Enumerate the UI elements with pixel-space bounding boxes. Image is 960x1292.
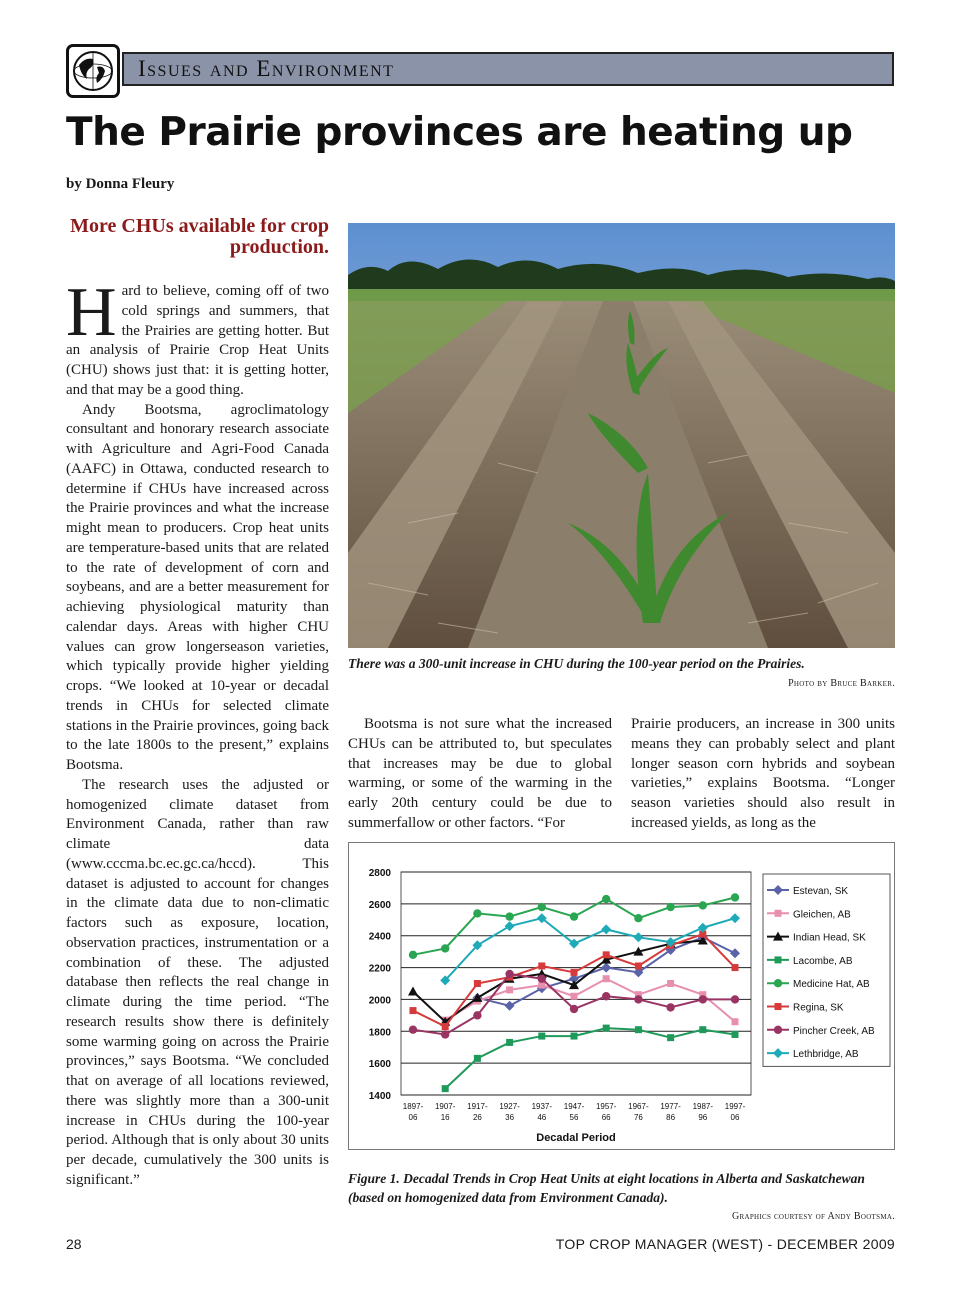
- x-tick-label: 1967-: [628, 1102, 649, 1111]
- data-point: [603, 951, 610, 958]
- headline: The Prairie provinces are heating up: [66, 110, 853, 155]
- figure-credit: Graphics courtesy of Andy Bootsma.: [731, 1211, 895, 1222]
- x-tick-label: 26: [472, 1113, 482, 1122]
- data-point: [603, 975, 610, 982]
- data-point: [602, 895, 610, 903]
- y-tick-label: 2000: [368, 995, 391, 1007]
- data-point: [667, 1034, 674, 1041]
- data-point: [441, 944, 449, 952]
- data-point: [635, 962, 642, 969]
- data-point: [603, 1025, 610, 1032]
- x-tick-label: 1897-: [402, 1102, 424, 1111]
- data-point: [634, 914, 642, 922]
- paragraph: Andy Bootsma, agroclimatology consultant and honorary research associate with Agriculture and Agri-Food Canada (AAFC) in Ottawa, conducted research to determine if CHUs have increased across the Prairie provinces and what the increase might mean to producers. Crop heat units are temperature-based units that are related to the rate of development of corn and soybeans, and are a better measurement for achieving physiological maturity than calendar days. Areas with higher CHU values can grow longerseason varieties, which typically provide higher yielding crops. “We looked at 10-year or decadal trends in CHUs for selected climate stations in the Prairie provinces, going back to the late 1800s to the present,” explains Bootsma.: [66, 401, 329, 773]
- x-tick-label: 16: [440, 1113, 450, 1122]
- data-point: [775, 910, 782, 917]
- data-point: [571, 993, 578, 1000]
- data-point: [538, 1033, 545, 1040]
- data-point: [699, 995, 707, 1003]
- paragraph: Bootsma is not sure what the increased CHUs can be attributed to, but speculates that increases may be due to global warming, or some of the warming in the early 20th century could be due to summerfallow or other factors. “For: [348, 716, 612, 831]
- paragraph-text: ard to believe, coming off of two cold springs and summers, that the Prairies are getting hotter. But an analysis of Prairie Crop Heat Units (CHU) shows just that: it is getting hotter, and that may be a good thing.: [66, 283, 329, 398]
- data-point: [473, 1011, 481, 1019]
- photo-credit: Photo by Bruce Barker.: [788, 678, 895, 689]
- article-column-2: [348, 715, 612, 834]
- data-point: [731, 995, 739, 1003]
- data-point: [731, 893, 739, 901]
- byline: by Donna Fleury: [66, 176, 175, 192]
- section-title: Issues and Environment: [138, 56, 395, 81]
- photo-caption: There was a 300-unit increase in CHU during the 100-year period on the Prairies.: [348, 656, 805, 671]
- x-tick-label: 1937-: [531, 1102, 553, 1111]
- data-point: [732, 1018, 739, 1025]
- legend-entry: Pincher Creek, AB: [793, 1025, 875, 1037]
- x-tick-label: 1917-: [467, 1102, 488, 1111]
- drop-cap: H: [66, 274, 117, 351]
- legend-entry: Lacombe, AB: [793, 955, 853, 967]
- data-point: [732, 964, 739, 971]
- x-tick-label: 1907-: [434, 1102, 456, 1111]
- data-point: [409, 1025, 417, 1033]
- data-point: [506, 986, 513, 993]
- data-point: [634, 995, 642, 1003]
- deck-subtitle: More CHUs available for crop production.: [70, 215, 329, 258]
- data-point: [775, 956, 782, 963]
- x-tick-label: 1957-: [595, 1102, 617, 1111]
- data-point: [538, 903, 546, 911]
- corn-field-photo: [348, 223, 895, 648]
- x-axis-label: Decadal Period: [536, 1132, 616, 1144]
- data-point: [775, 1003, 782, 1010]
- globe-icon: [69, 47, 117, 95]
- legend-entry: Lethbridge, AB: [793, 1049, 859, 1061]
- data-point: [602, 992, 610, 1000]
- legend-entry: Gleichen, AB: [793, 909, 851, 921]
- x-tick-label: 1977-: [660, 1102, 681, 1111]
- figure-caption: Figure 1. Decadal Trends in Crop Heat Units at eight locations in Alberta and Saskatchewan (based on homogenized data from Environment Canada).: [348, 1171, 865, 1205]
- chu-chart: [348, 842, 895, 1150]
- globe-logo: [66, 44, 120, 98]
- data-point: [538, 962, 545, 969]
- article-column-3: [631, 715, 895, 834]
- x-tick-label: 06: [730, 1113, 740, 1122]
- footer-title: TOP CROP MANAGER (WEST) - DECEMBER 2009: [555, 1236, 895, 1252]
- data-point: [441, 1030, 449, 1038]
- x-tick-label: 66: [601, 1113, 611, 1122]
- legend-entry: Medicine Hat, AB: [793, 979, 870, 991]
- y-tick-label: 2200: [368, 963, 391, 975]
- data-point: [571, 969, 578, 976]
- data-point: [635, 1026, 642, 1033]
- article-column-1: [66, 274, 329, 1191]
- data-point: [505, 912, 513, 920]
- x-tick-label: 76: [633, 1113, 643, 1122]
- y-tick-label: 1600: [368, 1059, 391, 1071]
- x-tick-label: 36: [505, 1113, 515, 1122]
- page-number: 28: [66, 1236, 82, 1252]
- paragraph: [66, 274, 329, 401]
- paragraph: Prairie producers, an increase in 300 units means they can probably select and plant longer season corn hybrids and soybean varieties,” explains Bootsma. “Longer season varieties should also result in increased yields, as long as the: [631, 716, 895, 831]
- section-banner: [122, 52, 894, 86]
- y-tick-label: 2400: [368, 931, 391, 943]
- legend-entry: Regina, SK: [793, 1002, 844, 1014]
- data-point: [667, 980, 674, 987]
- data-point: [666, 1003, 674, 1011]
- y-tick-label: 2800: [368, 868, 391, 879]
- x-tick-label: 06: [408, 1113, 418, 1122]
- x-tick-label: 1927-: [499, 1102, 520, 1111]
- data-point: [474, 980, 481, 987]
- data-point: [666, 903, 674, 911]
- data-point: [699, 1026, 706, 1033]
- data-point: [571, 1033, 578, 1040]
- data-point: [774, 1026, 782, 1034]
- data-point: [442, 1085, 449, 1092]
- data-point: [473, 909, 481, 917]
- x-tick-label: 86: [666, 1113, 676, 1122]
- legend-entry: Indian Head, SK: [793, 932, 866, 944]
- data-point: [699, 901, 707, 909]
- paragraph: The research uses the adjusted or homogenized climate dataset from Environment Canada, rather than raw climate data (www.cccma.bc.ec.gc.ca/hccd). This dataset is adjusted to account for changes in the climate data due to non-climatic factors such as exposure, location, observation practices, instrumentation or a combination of these. The adjusted database then reflects the real change in climate during the time period. “The research results show there is definitely some warming going on across the Prairie provinces,” says Bootsma. “We concluded that on average of all locations reviewed, there was slightly more than a 300-unit increase in CHUs during the 100-year period. Although that is only about 30 units per decade, cumulatively the 300 units is significant.”: [66, 776, 329, 1188]
- x-tick-label: 1997-: [724, 1102, 746, 1111]
- x-tick-label: 96: [698, 1113, 708, 1122]
- data-point: [570, 1005, 578, 1013]
- data-point: [409, 951, 417, 959]
- x-tick-label: 46: [537, 1113, 547, 1122]
- x-tick-label: 1947-: [563, 1102, 585, 1111]
- data-point: [442, 1023, 449, 1030]
- x-tick-label: 1987-: [692, 1102, 714, 1111]
- data-point: [538, 975, 546, 983]
- legend-entry: Estevan, SK: [793, 886, 849, 897]
- chu-chart-svg: [349, 843, 894, 1149]
- data-point: [410, 1007, 417, 1014]
- x-tick-label: 56: [569, 1113, 579, 1122]
- data-point: [505, 970, 513, 978]
- y-tick-label: 2600: [368, 899, 391, 911]
- y-tick-label: 1400: [368, 1091, 391, 1102]
- legend-box: [763, 874, 890, 1066]
- data-point: [732, 1031, 739, 1038]
- y-tick-label: 1800: [368, 1027, 391, 1039]
- data-point: [506, 1039, 513, 1046]
- data-point: [774, 979, 782, 987]
- data-point: [474, 1055, 481, 1062]
- data-point: [570, 912, 578, 920]
